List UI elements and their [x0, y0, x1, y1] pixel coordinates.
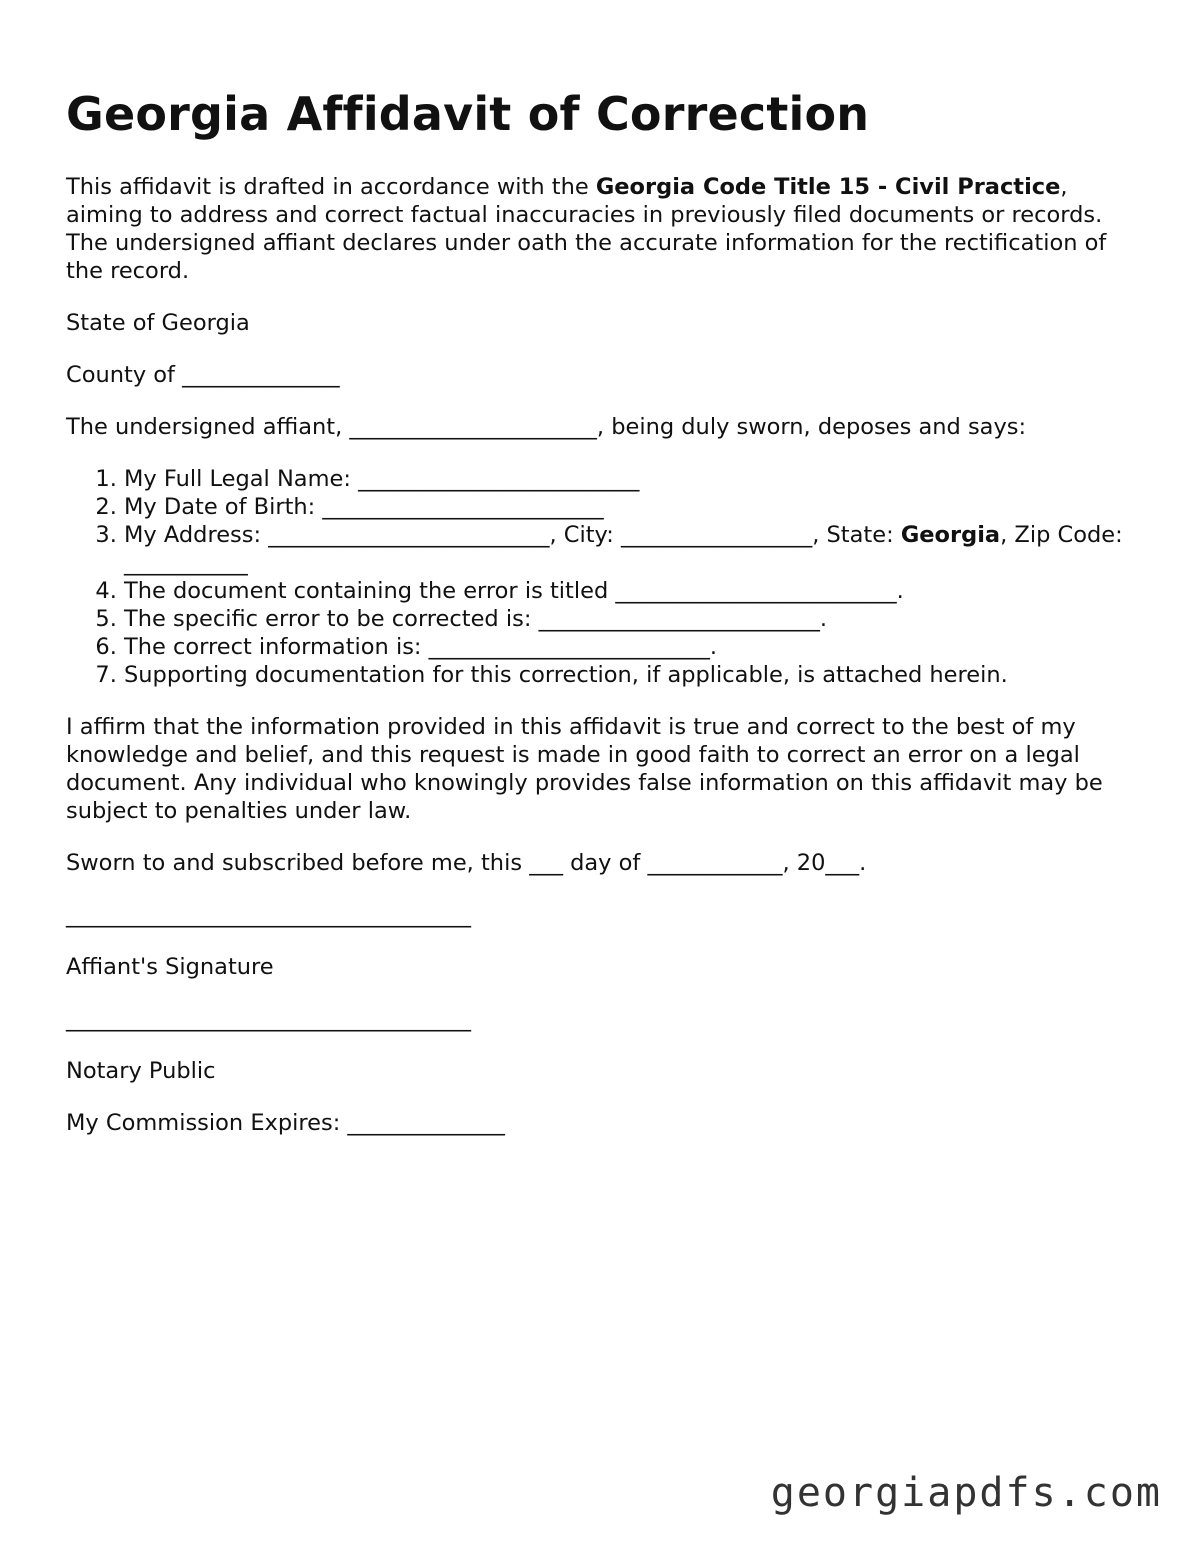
- address-text: My Address: _________________________, City: _________________, State:: [124, 522, 901, 548]
- affiant-line: The undersigned affiant, ______________________, being duly sworn, deposes and says:: [66, 414, 1027, 440]
- state-line: State of Georgia: [66, 310, 250, 336]
- list-item-date-of-birth: 2. My Date of Birth: _________________________: [124, 493, 1136, 521]
- signature-label: Affiant's Signature: [66, 954, 274, 980]
- intro-text-start: This affidavit is drafted in accordance with the: [66, 174, 596, 200]
- intro-text-end: , aiming to address and correct factual inaccuracies in previously filed documents or records. The undersigned affiant declares under oath the accurate information for the rectification of the record.: [66, 174, 1107, 284]
- signature-line: ____________________________________: [66, 902, 471, 928]
- address-state: Georgia: [900, 522, 1001, 548]
- list-item-document-title: 4. The document containing the error is titled _________________________.: [124, 577, 1136, 605]
- site-watermark: georgiapdfs.com: [770, 1470, 1162, 1516]
- list-item-specific-error: 5. The specific error to be corrected is: _________________________.: [124, 605, 1136, 633]
- county-line: County of ______________: [66, 362, 340, 388]
- address-zip: , Zip Code: ___________: [124, 522, 1123, 576]
- list-item-correct-information: 6. The correct information is: _________________________.: [124, 633, 1136, 661]
- intro-code-reference: Georgia Code Title 15 - Civil Practice: [595, 174, 1061, 200]
- notary-line: ____________________________________: [66, 1006, 471, 1032]
- list-item-address: [124, 521, 1136, 577]
- affirmation-paragraph: I affirm that the information provided in this affidavit is true and correct to the best of my knowledge and belief, and this request is made in good faith to correct an error on a legal document. Any individual who knowingly provides false information on this affidavit may be subject to penalties under law.: [66, 714, 1103, 824]
- notary-label: Notary Public: [66, 1058, 216, 1084]
- commission-line: My Commission Expires: ______________: [66, 1110, 505, 1136]
- intro-paragraph: [66, 173, 1136, 285]
- sworn-line: Sworn to and subscribed before me, this ___ day of ____________, 20___.: [66, 850, 867, 876]
- page-title: Georgia Affidavit of Correction: [66, 87, 870, 141]
- list-item-supporting-docs: 7. Supporting documentation for this correction, if applicable, is attached herein.: [124, 661, 1136, 689]
- statement-list: [66, 465, 1136, 689]
- list-item-full-name: 1. My Full Legal Name: _________________________: [124, 465, 1136, 493]
- affidavit-page: [66, 82, 1136, 1137]
